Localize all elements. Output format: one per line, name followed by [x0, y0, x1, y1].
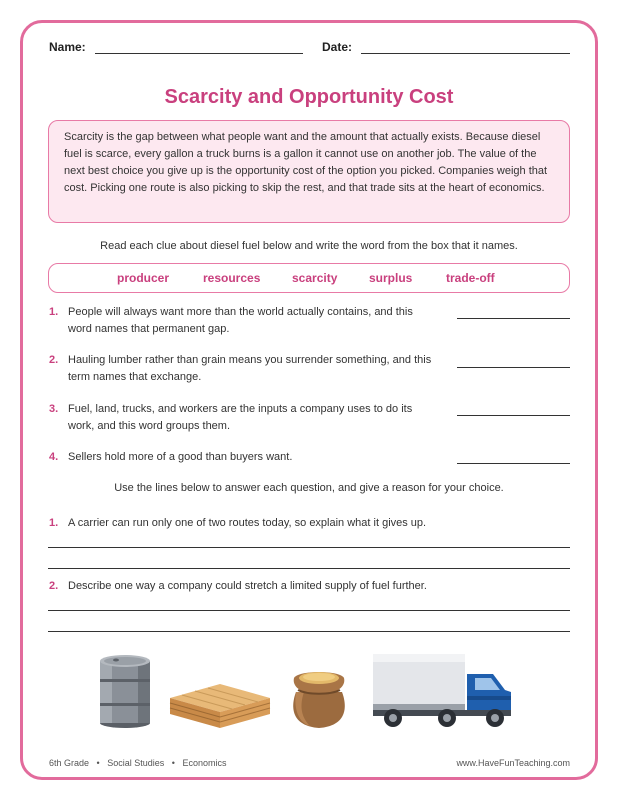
- date-label: Date:: [322, 40, 353, 54]
- intro-box: Scarcity is the gap between what people want and the amount that actually exists. Because diesel fuel is scarce, every gallon a truck burns is a gallon it cannot use on another job. The value of the next best choice you give up is the opportunity cost of the option you picked. Companies weigh that cost. Picking one route is also picking to skip the rest, and that trade sits at the heart of economics.: [48, 120, 570, 223]
- clue-1-answer-line[interactable]: [457, 318, 570, 319]
- footer-website[interactable]: www.HaveFunTeaching.com: [456, 758, 570, 768]
- page-title: Scarcity and Opportunity Cost: [164, 86, 454, 108]
- answer-line[interactable]: [48, 631, 570, 632]
- clue-number: 3.: [49, 403, 59, 415]
- clue-text: People will always want more than the world actually contains, and this word names that permanent gap.: [68, 306, 413, 335]
- grain-sack-icon: [288, 664, 350, 730]
- name-date-row: [49, 40, 570, 60]
- word-bank-item: scarcity: [292, 271, 338, 285]
- word-bank: [48, 263, 570, 293]
- clue-number: 2.: [49, 354, 59, 366]
- answer-line[interactable]: [48, 547, 570, 548]
- part2-instructions: Use the lines below to answer each question, and give a reason for your choice.: [114, 482, 504, 494]
- footer-topic: Economics: [182, 758, 227, 768]
- question-number: 1.: [49, 517, 59, 529]
- footer-tags: [49, 758, 226, 768]
- part1-instructions: Read each clue about diesel fuel below and write the word from the box that it names.: [100, 240, 518, 252]
- oil-drum-icon: [98, 653, 152, 729]
- answer-line[interactable]: [48, 610, 570, 611]
- clue-4-answer-line[interactable]: [457, 463, 570, 464]
- footer-bullet: •: [171, 758, 175, 768]
- word-bank-item: resources: [203, 271, 261, 285]
- lumber-pallet-icon: [168, 676, 272, 730]
- question-text: A carrier can run only one of two routes today, so explain what it gives up.: [68, 517, 427, 529]
- clue-number: 4.: [49, 451, 59, 463]
- footer-bullet: •: [96, 758, 100, 768]
- question-number: 2.: [49, 580, 59, 592]
- word-bank-item: producer: [117, 271, 170, 285]
- clue-number: 1.: [49, 306, 59, 318]
- date-field[interactable]: [361, 53, 570, 54]
- name-label: Name:: [49, 40, 86, 54]
- clue-2-answer-line[interactable]: [457, 367, 570, 368]
- question-text: Describe one way a company could stretch a limited supply of fuel further.: [68, 580, 427, 592]
- answer-line[interactable]: [48, 568, 570, 569]
- footer-subject: Social Studies: [107, 758, 165, 768]
- name-field[interactable]: [95, 53, 303, 54]
- clue-3-answer-line[interactable]: [457, 415, 570, 416]
- footer-grade: 6th Grade: [49, 758, 90, 768]
- word-bank-item: trade-off: [446, 271, 495, 285]
- clue-text: Hauling lumber rather than grain means you surrender something, and this term names that exchange.: [68, 354, 432, 383]
- clue-text: Fuel, land, trucks, and workers are the inputs a company uses to do its work, and this word groups them.: [68, 403, 413, 432]
- truck-icon: [371, 652, 517, 732]
- clue-text: Sellers hold more of a good than buyers want.: [68, 451, 293, 463]
- word-bank-item: surplus: [369, 271, 413, 285]
